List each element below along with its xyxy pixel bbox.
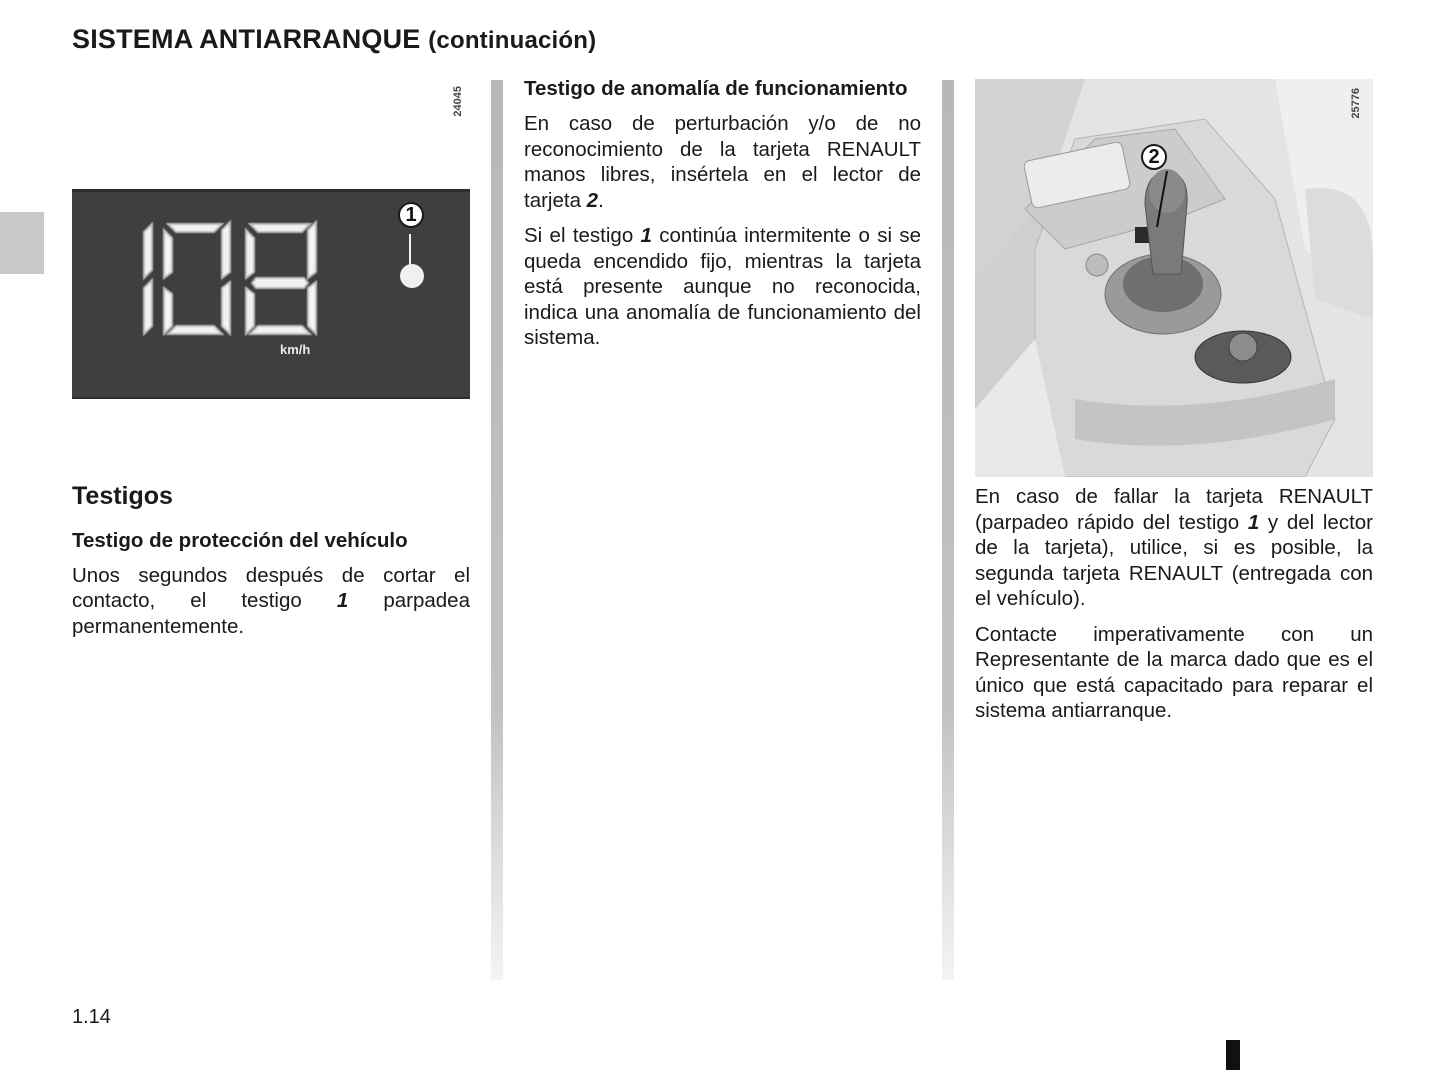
photo-ref-code: 25776 [1350,88,1362,119]
paragraph-proteccion: Unos segundos después de cortar el contacto, el testigo 1 parpadea permanentemente. [72,563,470,638]
middle-column [524,76,921,361]
paragraph-contacte: Contacte imperativamente con un Representante de la marca dado que es el único que está capacitado para reparar el sistema antiarranque. [975,622,1373,722]
section-heading-testigos: Testigos [72,482,173,510]
page-corner-mark [1226,1040,1240,1070]
callout-2: 2 [1141,144,1167,170]
title-continuation: (continuación) [428,27,597,54]
paragraph-fallo-tarjeta: En caso de fallar la tarjeta RENAULT (parpadeo rápido del testigo 1 y del lector de la tarjeta), utilice, si es posible, la segunda tarjeta RENAULT (entregada con el vehículo). [975,485,1373,610]
warning-light-icon [400,264,424,288]
section-tab [0,212,44,274]
ref-number: 2 [586,188,599,212]
callout-1: 1 [398,202,424,228]
paragraph-anomalia-1: En caso de perturbación y/o de no reconocimiento de la tarjeta RENAULT manos libres, insértela en el lector de tarjeta 2. [524,112,921,212]
speed-unit-label: km/h [280,342,311,357]
column-divider-left [491,80,503,980]
card-reader-photo [975,79,1373,477]
speed-display-figure [72,189,470,399]
subheading-proteccion: Testigo de protección del vehículo [72,528,408,552]
console-illustration [975,79,1373,477]
ref-number: 1 [1247,510,1260,534]
paragraph-anomalia-2: Si el testigo 1 continúa intermitente o si se queda encendido fijo, mientras la tarjeta está presente aunque no reconocida, indica una anomalía de funcionamiento del sistema. [524,224,922,349]
column-divider-right [942,80,954,980]
left-column [72,484,470,649]
ref-number: 1 [640,224,652,247]
right-column [975,484,1373,734]
page-title [72,24,596,55]
ref-number: 1 [336,589,349,612]
figure-ref-code: 24045 [452,86,464,117]
subheading-anomalia: Testigo de anomalía de funcionamiento [524,77,908,100]
title-main: SISTEMA ANTIARRANQUE [72,24,421,54]
page-number: 1.14 [72,1006,111,1028]
